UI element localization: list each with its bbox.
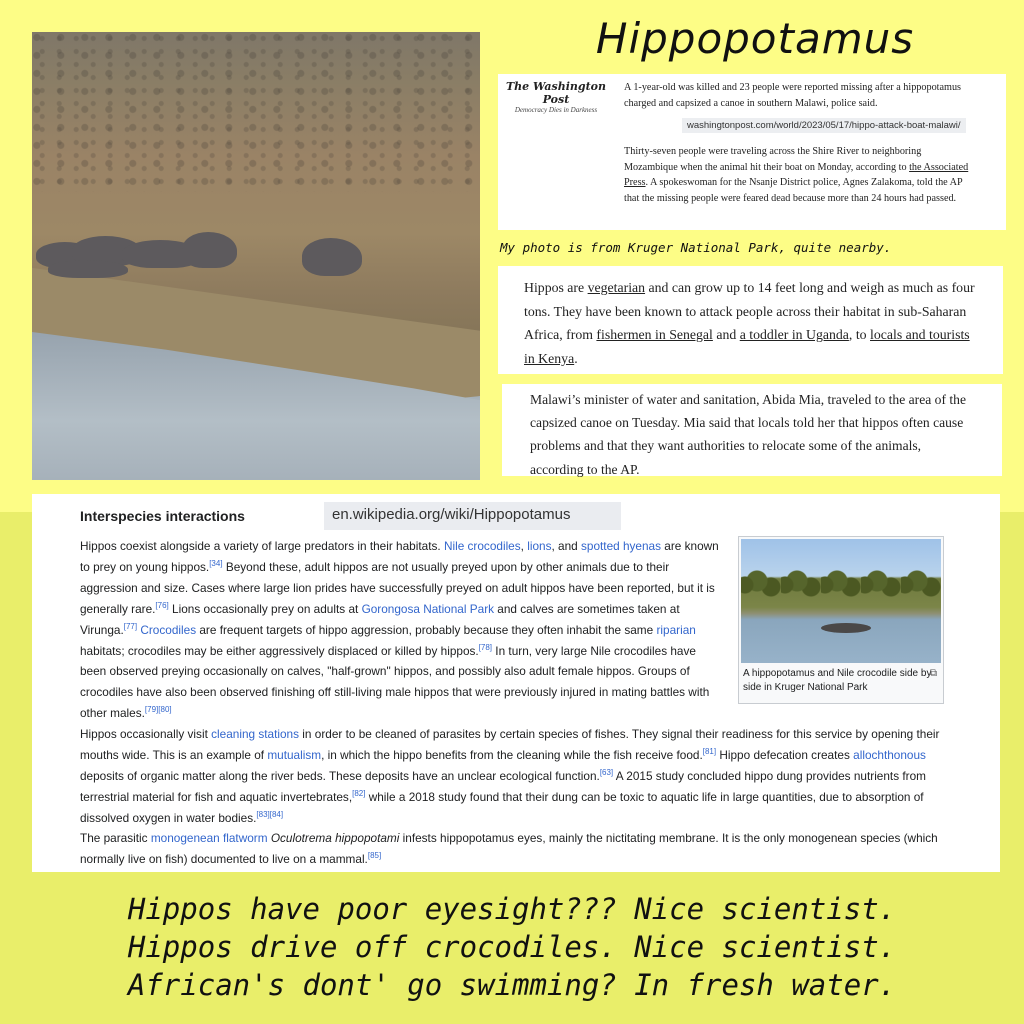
text: deposits of organic matter along the river beds. These deposits have an unclear ecological function. bbox=[80, 768, 600, 783]
malawi-card bbox=[502, 384, 1002, 476]
article-paragraph: A 1-year-old was killed and 23 people were reported missing after a hippopotamus charged and capsized a canoe in southern Malawi, police said. bbox=[624, 82, 962, 109]
hippo-photo bbox=[32, 32, 480, 480]
text: in order to be cleaned of parasites by certain species of fishes. They signal their readiness for this service by opening their mouths wide. This is an example of bbox=[80, 727, 940, 762]
figure-trees bbox=[741, 565, 941, 605]
spotted-hyenas-link[interactable]: spotted hyenas bbox=[581, 539, 662, 553]
citation[interactable]: [78] bbox=[478, 642, 493, 652]
text: and can grow up to 14 feet long and weigh as much as four tons. They have been known to attack people across their habitat in sub-Saharan Africa, from bbox=[524, 280, 975, 343]
logo-name: The Washington Post bbox=[505, 80, 606, 106]
wiki-paragraph bbox=[80, 536, 720, 724]
lions-link[interactable]: lions bbox=[527, 539, 552, 553]
wiki-paragraph bbox=[80, 828, 960, 870]
citation[interactable]: [77] bbox=[123, 621, 138, 631]
wikipedia-card bbox=[32, 494, 1000, 872]
wiki-figure-image[interactable] bbox=[741, 539, 941, 663]
page-title: Hippopotamus bbox=[595, 14, 915, 63]
text: Hippos occasionally visit bbox=[80, 727, 212, 741]
text: are frequent targets of hippo aggression, probably because they often inhabit the same bbox=[196, 622, 657, 637]
photo-note: My photo is from Kruger National Park, quite nearby. bbox=[500, 240, 892, 255]
photo-hippo bbox=[302, 238, 362, 276]
text: Hippos coexist alongside a variety of large predators in their habitats. bbox=[80, 539, 444, 553]
text: Hippos are bbox=[524, 280, 588, 295]
note-line: Hippos have poor eyesight??? Nice scientist. bbox=[127, 892, 897, 926]
text: and bbox=[712, 327, 740, 343]
vegetarian-link[interactable]: vegetarian bbox=[587, 280, 646, 295]
kenya-link[interactable]: locals and tourists in Kenya bbox=[524, 327, 970, 366]
photo-hippo bbox=[182, 232, 237, 268]
citation[interactable]: [76] bbox=[155, 600, 169, 610]
wiki-paragraph bbox=[80, 724, 960, 829]
wiki-figure bbox=[738, 536, 944, 704]
expand-icon[interactable]: ⧉ bbox=[929, 668, 937, 679]
photo-hippo bbox=[48, 260, 128, 278]
senegal-link[interactable]: fishermen in Senegal bbox=[596, 327, 713, 343]
ap-link[interactable]: the Associated Press bbox=[624, 161, 969, 188]
washington-post-logo bbox=[504, 80, 608, 114]
hippo-facts-text bbox=[524, 276, 977, 370]
wiki-url: en.wikipedia.org/wiki/Hippopotamus bbox=[324, 502, 621, 530]
citation[interactable]: [34] bbox=[209, 558, 223, 568]
citation[interactable]: [82] bbox=[352, 788, 366, 798]
cleaning-stations-link[interactable]: cleaning stations bbox=[211, 727, 300, 741]
wiki-heading: Interspecies interactions bbox=[80, 508, 245, 524]
citation[interactable]: [85] bbox=[367, 850, 382, 860]
text: In turn, very large Nile crocodiles have been observed preying occasionally on calves, "half-grown" hippos, and possibly also adult female hippos. Groups of crocodiles have also been observed finishing off still-living male hippos that were previously injured in mating battles with other males. bbox=[80, 643, 710, 721]
article-url: washingtonpost.com/world/2023/05/17/hippo-attack-boat-malawi/ bbox=[682, 118, 966, 133]
text: , in which the hippo benefits from the cleaning while the fish receive food. bbox=[321, 747, 703, 762]
citation[interactable]: [79][80] bbox=[144, 705, 172, 715]
gorongosa-link[interactable]: Gorongosa National Park bbox=[361, 601, 495, 616]
text: Lions occasionally prey on adults at bbox=[168, 601, 362, 616]
malawi-text: Malawi’s minister of water and sanitation, Abida Mia, traveled to the area of the capsized canoe on Tuesday. Mia said that locals told her that hippos often cause problems and that they want authorities to relocate some of the animals, according to the AP. bbox=[530, 392, 966, 477]
riparian-link[interactable]: riparian bbox=[656, 622, 696, 637]
photo-gravel bbox=[32, 32, 480, 192]
hippo-facts-card bbox=[498, 266, 1003, 374]
caption-text: A hippopotamus and Nile crocodile side by side in Kruger National Park bbox=[743, 668, 932, 693]
figure-hippo bbox=[821, 623, 871, 633]
article-paragraph bbox=[624, 144, 974, 206]
figure-caption bbox=[741, 663, 941, 699]
text: infests hippopotamus eyes, mainly the nictitating membrane. It is the only monogenean species (which normally live on fish) documented to live on a mammal. bbox=[80, 831, 938, 866]
logo-tagline: Democracy Dies in Darkness bbox=[514, 106, 598, 114]
text: while a 2018 study found that their dung can be toxic to aquatic life in large quantities, due to absorption of dissolved oxygen in water bodies. bbox=[80, 789, 924, 825]
washington-post-card bbox=[498, 74, 1006, 230]
note-line: African's dont' go swimming? In fresh water. bbox=[127, 968, 897, 1002]
text: . A spokeswoman for the Nsanje District police, Agnes Zalakoma, told the AP that the missing people were feared dead because more than 24 hours had passed. bbox=[624, 177, 963, 204]
nile-crocodiles-link[interactable]: Nile crocodiles bbox=[443, 539, 521, 553]
citation[interactable]: [81] bbox=[702, 746, 717, 756]
bottom-notes bbox=[0, 890, 1024, 1004]
text: are known to prey on young hippos. bbox=[80, 539, 719, 574]
crocodiles-link[interactable]: Crocodiles bbox=[140, 622, 197, 637]
text: Thirty-seven people were traveling across the Shire River to neighboring Mozambique when the animal hit their boat on Monday, according to bbox=[624, 146, 922, 173]
citation[interactable]: [83][84] bbox=[256, 809, 284, 819]
text: , to bbox=[848, 327, 871, 343]
text: habitats; crocodiles may be either aggressively displaced or killed by hippos. bbox=[80, 643, 479, 658]
species-name: Oculotrema hippopotami bbox=[270, 831, 400, 845]
mutualism-link[interactable]: mutualism bbox=[267, 747, 322, 762]
text: Hippo defecation creates bbox=[716, 747, 854, 762]
text: The parasitic bbox=[80, 831, 151, 845]
monogenean-flatworm-link[interactable]: monogenean flatworm bbox=[150, 831, 268, 845]
text: and calves are sometimes taken at Virunga. bbox=[80, 601, 680, 637]
text: Beyond these, adult hippos are not usually preyed upon by other animals due to their aggression and size. Cases where large lion prides have successfully preyed on adult hippos have been reported, but it is generally rare. bbox=[80, 559, 715, 616]
uganda-link[interactable]: a toddler in Uganda bbox=[739, 327, 849, 343]
allochthonous-link[interactable]: allochthonous bbox=[853, 747, 926, 762]
note-line: Hippos drive off crocodiles. Nice scientist. bbox=[127, 930, 897, 964]
text: . bbox=[574, 350, 578, 366]
text: , and bbox=[551, 539, 581, 553]
text: A 2015 study concluded hippo dung provides nutrients from terrestrial material for fish and aquatic invertebrates, bbox=[80, 768, 926, 804]
text: , bbox=[520, 539, 528, 553]
citation[interactable]: [63] bbox=[599, 767, 614, 777]
